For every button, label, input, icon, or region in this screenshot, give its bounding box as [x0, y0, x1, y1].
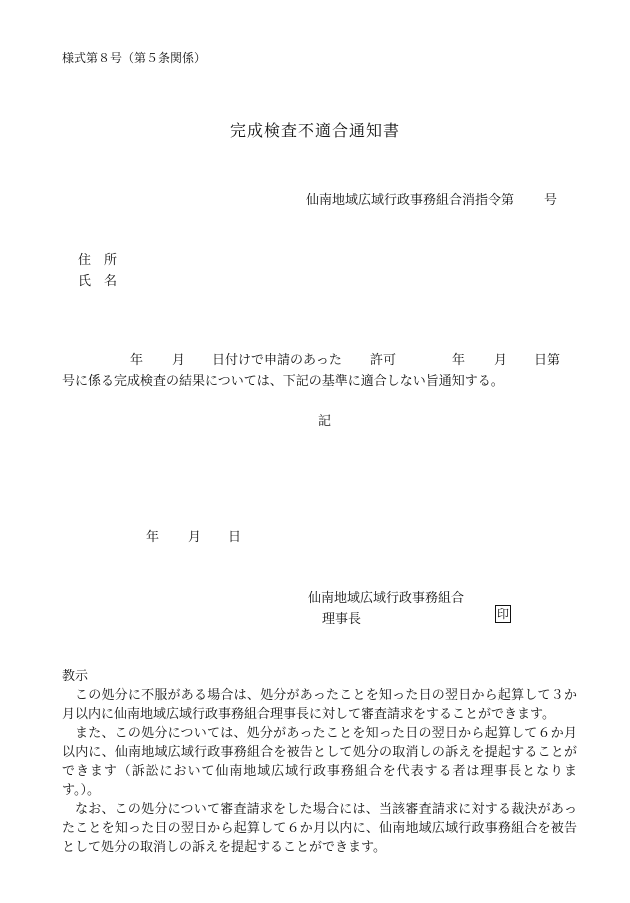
document-number-suffix: 号: [544, 193, 558, 208]
document-title: 完成検査不適合通知書: [229, 121, 400, 140]
document-number-prefix: 仙南地域広域行政事務組合消指令第: [306, 193, 515, 208]
name-row: [78, 270, 117, 289]
issue-date-day: 日: [228, 530, 242, 545]
ki-heading: 記: [318, 414, 332, 429]
issue-date-year: 年: [146, 530, 160, 545]
notice-paragraph: また、この処分については、処分があったことを知った日の翌日から起算して６か月以内に、仙南地域広域行政事務組合を被告として処分の取消しの訴えを提起することができます（訴訟において仙南地域広域行政事務組合を代表する者は理事長となります。）。: [62, 726, 577, 798]
body-line-1: [130, 349, 560, 368]
body-line-2: 号に係る完成検査の結果については、下記の基準に適合しない旨通知する。: [62, 374, 504, 389]
address-row: [78, 249, 117, 268]
body-month-1: 月: [172, 353, 186, 368]
issue-date: [146, 526, 241, 545]
name-label: 氏 名: [78, 274, 118, 289]
issuer-organization: 仙南地域広域行政事務組合: [308, 591, 465, 606]
body-year-1: 年: [130, 353, 144, 368]
seal-mark: 印: [497, 607, 510, 621]
body-month-2: 月: [494, 353, 508, 368]
document-number: [306, 189, 557, 208]
notice-paragraph: この処分に不服がある場合は、処分があったことを知った日の翌日から起算して３か月以内に仙南地域広域行政事務組合理事長に対して審査請求をすることができます。: [62, 688, 577, 722]
body-day-number-text: 日第: [534, 353, 561, 368]
issue-date-month: 月: [188, 530, 202, 545]
notice-paragraph: なお、この処分について審査請求をした場合には、当該審査請求に対する裁決があったことを知った日の翌日から起算して６か月以内に、仙南地域広域行政事務組合を被告として処分の取消しの訴えを提起することができます。: [62, 802, 577, 855]
issuer-title: 理事長: [322, 612, 362, 627]
body-year-2: 年: [452, 353, 466, 368]
notice-body: [62, 686, 577, 857]
body-permit-text: 許可: [370, 353, 397, 368]
body-applied-text: 日付けで申請のあった: [212, 353, 342, 368]
form-number: 様式第８号（第５条関係）: [62, 51, 207, 65]
notice-heading: 教示: [62, 669, 89, 684]
address-label: 住 所: [78, 253, 118, 268]
